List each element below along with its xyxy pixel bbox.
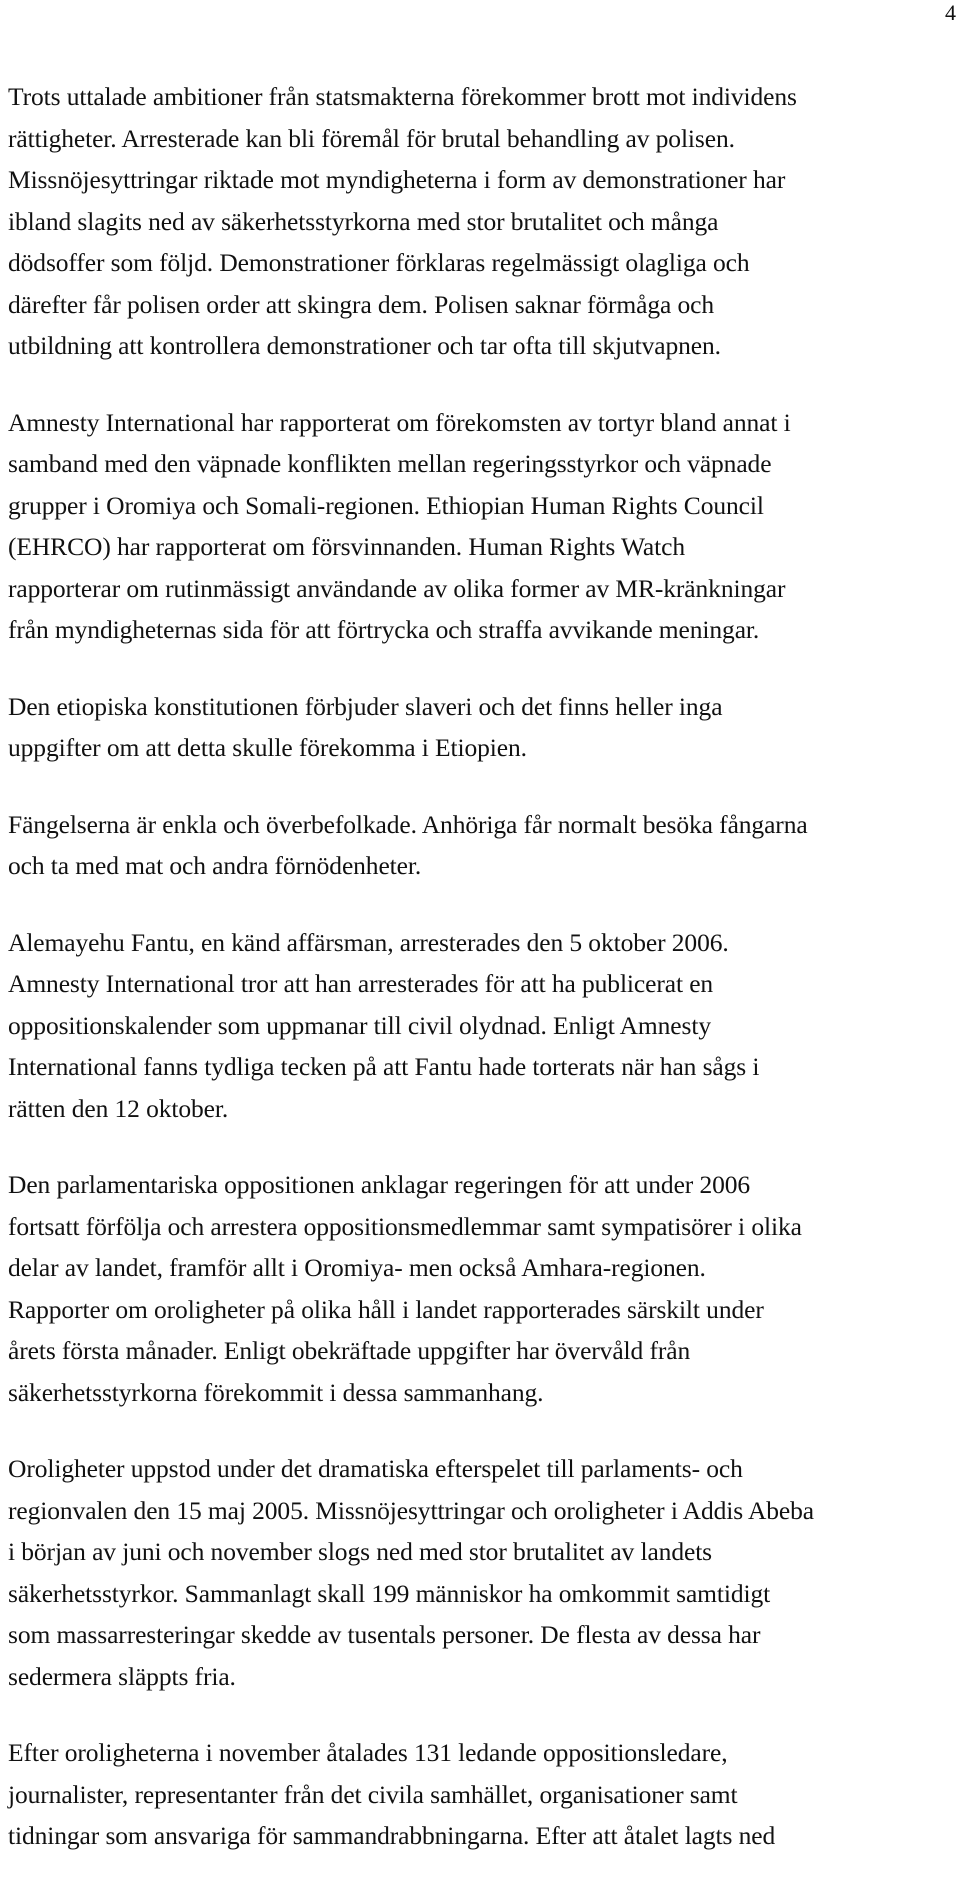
text-line: grupper i Oromiya och Somali-regionen. Ethiopian Human Rights Council [8,490,764,520]
text-line: Trots uttalade ambitioner från statsmakterna förekommer brott mot individens [8,82,797,111]
text-line: sedermera släppts fria. [8,1661,236,1691]
page-number: 4 [945,0,956,25]
text-line: utbildning att kontrollera demonstrationer och tar ofta till skjutvapnen. [8,331,721,360]
paragraph [8,804,954,887]
text-line: säkerhetsstyrkorna förekommit i dessa sammanhang. [8,1377,544,1407]
paragraph [8,76,954,367]
paragraph [8,1732,954,1857]
text-line: journalister, representanter från det civila samhället, organisationer samt [8,1779,738,1809]
text-line: därefter får polisen order att skingra dem. Polisen saknar förmåga och [8,289,715,319]
text-line: (EHRCO) har rapporterat om försvinnanden. Human Rights Watch [8,532,685,561]
text-line: rapporterar om rutinmässigt användande av olika former av MR-kränkningar [8,573,786,603]
text-line: oppositionskalender som uppmanar till civil olydnad. Enligt Amnesty [8,1010,711,1040]
text-line: Den parlamentariska oppositionen anklagar regeringen för att under 2006 [8,1170,751,1199]
text-line: uppgifter om att detta skulle förekomma i Etiopien. [8,733,527,762]
paragraph [8,1164,954,1413]
text-line: Den etiopiska konstitutionen förbjuder slaveri och det finns heller inga [8,691,723,721]
text-line: säkerhetsstyrkor. Sammanlagt skall 199 människor ha omkommit samtidigt [8,1578,771,1608]
text-line: Amnesty International har rapporterat om förekomsten av tortyr bland annat i [8,407,791,437]
text-line: och ta med mat och andra förnödenheter. [8,851,422,880]
text-line: samband med den väpnade konflikten mellan regeringsstyrkor och väpnade [8,449,772,478]
text-line: Fängelserna är enkla och överbefolkade. Anhöriga får normalt besöka fångarna [8,809,808,839]
text-line: Rapporter om oroligheter på olika håll i landet rapporterades särskilt under [8,1294,764,1324]
text-line: Alemayehu Fantu, en känd affärsman, arresterades den 5 oktober 2006. [8,927,729,957]
paragraph [8,402,954,651]
body-text [8,76,954,1892]
paragraph [8,1448,954,1697]
text-line: Missnöjesyttringar riktade mot myndigheterna i form av demonstrationer har [8,165,786,194]
text-line: från myndigheternas sida för att förtrycka och straffa avvikande meningar. [8,615,760,644]
text-line: ibland slagits ned av säkerhetsstyrkorna med stor brutalitet och många [8,206,719,236]
text-line: International fanns tydliga tecken på att Fantu hade torterats när han sågs i [8,1052,760,1081]
text-line: dödsoffer som följd. Demonstrationer förklaras regelmässigt olagliga och [8,248,750,277]
text-line: delar av landet, framför allt i Oromiya- men också Amhara-regionen. [8,1253,706,1282]
text-line: årets första månader. Enligt obekräftade uppgifter har övervåld från [8,1336,691,1365]
paragraph [8,922,954,1130]
text-line: tidningar som ansvariga för sammandrabbningarna. Efter att åtalet lagts ned [8,1821,776,1850]
text-line: regionvalen den 15 maj 2005. Missnöjesyttringar och oroligheter i Addis Abeba [8,1495,815,1525]
text-line: som massarresteringar skedde av tusentals personer. De flesta av dessa har [8,1620,761,1649]
text-line: i början av juni och november slogs ned med stor brutalitet av landets [8,1537,712,1566]
text-line: rättigheter. Arresterade kan bli föremål för brutal behandling av polisen. [8,123,735,153]
text-line: fortsatt förfölja och arrestera oppositionsmedlemmar samt sympatisörer i olika [8,1211,802,1241]
text-line: Efter oroligheterna i november åtalades 131 ledande oppositionsledare, [8,1738,728,1767]
text-line: Oroligheter uppstod under det dramatiska efterspelet till parlaments- och [8,1454,743,1483]
text-line: rätten den 12 oktober. [8,1093,229,1123]
paragraph [8,686,954,769]
text-line: Amnesty International tror att han arresterades för att ha publicerat en [8,969,714,998]
